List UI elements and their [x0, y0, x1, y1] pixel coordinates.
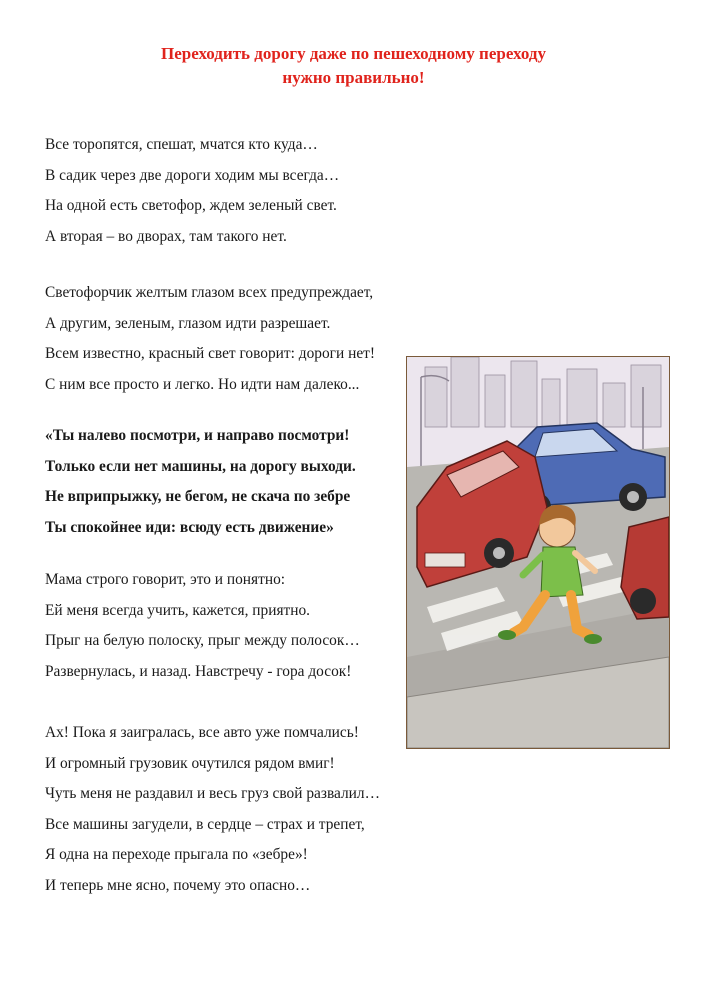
poem-line: В садик через две дороги ходим мы всегда… [45, 166, 340, 184]
stanza-3-rule [45, 421, 356, 543]
poem-line: Мама строго говорит, это и понятно: [45, 571, 286, 588]
poem-line: С ним все просто и легко. Но идти нам далеко... [45, 375, 360, 393]
stanza-2 [45, 278, 375, 400]
poem-line: Я одна на переходе прыгала по «зебре»! [45, 846, 308, 863]
poem-line: А другим, зеленым, глазом идти разрешает. [45, 314, 331, 332]
poem-line: Развернулась, и назад. Навстречу - гора досок! [45, 662, 352, 680]
poem-line: Ей меня всегда учить, кажется, приятно. [45, 601, 311, 619]
poem-line: А вторая – во дворах, там такого нет. [45, 227, 287, 245]
illustration-drawing [407, 357, 669, 748]
stanza-4 [45, 565, 360, 687]
title-line-2: нужно правильно! [282, 68, 425, 87]
poem-line: Ах! Пока я заигралась, все авто уже помчались! [45, 724, 359, 741]
street-crossing-illustration [406, 356, 670, 749]
poem-line: Только если нет машины, на дорогу выходи. [45, 457, 356, 475]
poem-line: Всем известно, красный свет говорит: дороги нет! [45, 345, 375, 362]
poem-line: «Ты налево посмотри, и направо посмотри! [45, 427, 350, 444]
page-title [0, 42, 707, 90]
stanza-1 [45, 130, 339, 252]
title-line-1: Переходить дорогу даже по пешеходному переходу [161, 44, 546, 63]
poem-line: На одной есть светофор, ждем зеленый свет. [45, 197, 337, 214]
poem-line: Прыг на белую полоску, прыг между полосок… [45, 632, 360, 649]
poem-line: И огромный грузовик очутился рядом вмиг! [45, 754, 335, 772]
poem-line: Все торопятся, спешат, мчатся кто куда… [45, 136, 318, 153]
poem-line: Светофорчик желтым глазом всех предупреждает, [45, 284, 374, 301]
stanza-5 [45, 718, 380, 901]
poem-line: Не вприпрыжку, не бегом, не скача по зебре [45, 488, 351, 505]
poem-line: Все машины загудели, в сердце – страх и трепет, [45, 815, 365, 833]
poem-line: Ты спокойнее иди: всюду есть движение» [45, 518, 334, 536]
poem-line: Чуть меня не раздавил и весь груз свой развалил… [45, 785, 380, 802]
poem-line: И теперь мне ясно, почему это опасно… [45, 876, 311, 894]
